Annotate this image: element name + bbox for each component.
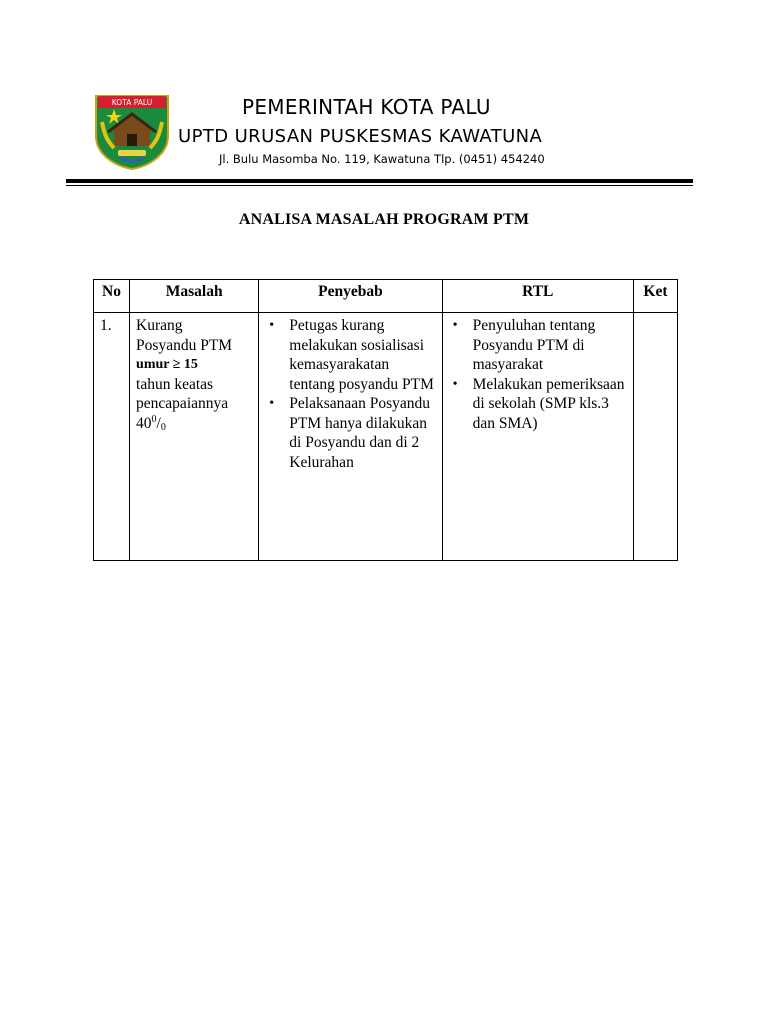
cell-ket (633, 313, 677, 561)
penyebab-item: • Pelaksanaan Posyandu PTM hanya dilakukan di Posyandu dan di 2 Kelurahan (289, 394, 437, 472)
rtl-item: • Melakukan pemeriksaan di sekolah (SMP kls.3 dan SMA) (473, 375, 629, 434)
cell-no: 1. (94, 313, 130, 561)
header-no: No (94, 280, 130, 313)
header-ket: Ket (633, 280, 677, 313)
masalah-percentage: $40^0/_0$ (136, 413, 166, 433)
cell-penyebab (259, 313, 442, 561)
masalah-age-criterion (136, 355, 254, 375)
problem-analysis-table (93, 279, 678, 561)
penyebab-item: • Petugas kurang melakukan sosialisasi kemasyarakatan tentang posyandu PTM (289, 316, 437, 394)
header-address: Jl. Bulu Masomba No. 119, Kawatuna Tlp. (0451) 454240 (219, 152, 545, 166)
kota-palu-emblem (94, 92, 170, 170)
cell-masalah (130, 313, 259, 561)
header-rule-thick (66, 179, 693, 183)
masalah-line: Posyandu PTM (136, 336, 233, 354)
header-penyebab: Penyebab (259, 280, 442, 313)
umur-value: ≥ 15 (172, 357, 198, 372)
header-institution: UPTD URUSAN PUSKESMAS KAWATUNA (178, 126, 543, 147)
masalah-line: Kurang (136, 317, 183, 334)
masalah-line: tahun keatas (136, 375, 214, 393)
rtl-list (449, 316, 629, 433)
emblem-label: KOTA PALU (111, 98, 153, 107)
header-rule-thin (66, 185, 693, 186)
table-header-row (94, 280, 678, 313)
rtl-item: • Penyuluhan tentang Posyandu PTM di masyarakat (473, 316, 629, 375)
header-masalah: Masalah (130, 280, 259, 313)
header-rtl: RTL (442, 280, 633, 313)
masalah-line: pencapaiannya (136, 395, 229, 412)
table-row (94, 313, 678, 561)
umur-label: umur (136, 357, 170, 372)
document-title: ANALISA MASALAH PROGRAM PTM (238, 211, 530, 228)
cell-rtl (442, 313, 633, 561)
penyebab-list (265, 316, 437, 472)
header-government: PEMERINTAH KOTA PALU (242, 95, 491, 119)
